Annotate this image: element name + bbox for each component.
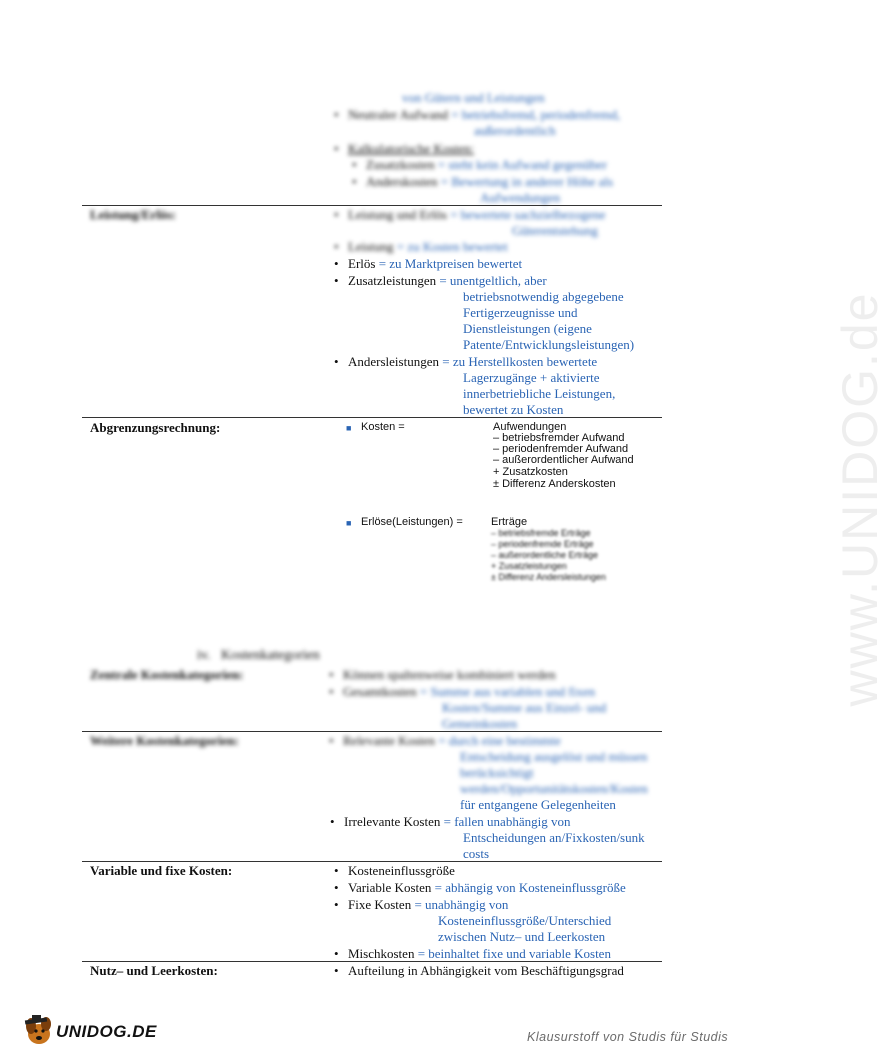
formula-line: Erträge [491, 516, 528, 528]
formula-line: – periodenfremder Aufwand [493, 443, 629, 455]
list-item-cont: Gemeinkosten [442, 716, 518, 731]
list-item-cont: costs [463, 846, 489, 861]
list-item-cont: Kosten/Summe aus Einzel- und [442, 700, 607, 715]
row-label: Variable und fixe Kosten: [90, 863, 233, 878]
table-divider [82, 205, 662, 206]
list-item: • Zusatzleistungen = unentgeltlich, aber [348, 273, 547, 289]
unidog-logo [22, 1014, 162, 1048]
square-bullet-icon: ■ [346, 423, 352, 433]
watermark: www.UNIDOG.de [832, 291, 888, 707]
list-item-cont: Fertigerzeugnisse und [463, 305, 578, 320]
list-item: • Anderskosten = Bewertung in anderer Höhe als [366, 174, 613, 190]
list-item: • Leistung und Erlös = bewertete sachzielbezogene [348, 207, 605, 223]
list-item: • Kalkulatorische Kosten: [348, 141, 474, 157]
list-item-cont: zwischen Nutz– und Leerkosten [438, 929, 606, 944]
formula-line: – periodenfremde Erträge [491, 539, 594, 549]
section-heading: iv. Kostenkategorien [197, 648, 320, 663]
list-item: • Erlös = zu Marktpreisen bewertet [348, 256, 522, 272]
list-item: • Leistung = zu Kosten bewertet [348, 239, 508, 255]
table-divider [82, 417, 662, 418]
formula-line: – außerordentlicher Aufwand [493, 454, 634, 466]
list-item: • Gesamtkosten = Summe aus variablen und fixen [343, 684, 595, 700]
list-item: • Variable Kosten = abhängig von Kosteneinflussgröße [348, 880, 626, 896]
formula-line: + Zusatzkosten [493, 466, 568, 478]
table-divider [82, 731, 662, 732]
list-item: • Kosteneinflussgröße [348, 863, 455, 879]
list-item-cont: Dienstleistungen (eigene [463, 321, 592, 336]
list-item: • Fixe Kosten = unabhängig von [348, 897, 508, 913]
list-item: • Zusatzkosten = steht kein Aufwand gegenüber [366, 157, 607, 173]
list-item-cont: für entgangene Gelegenheiten [460, 797, 616, 812]
list-item-cont: bewertet zu Kosten [463, 402, 564, 417]
list-item: • Irrelevante Kosten = fallen unabhängig von [344, 814, 570, 830]
list-item-cont: Aufwendungen [480, 190, 561, 205]
formula-line: – außerordentliche Erträge [491, 550, 599, 560]
square-bullet-icon: ■ [346, 518, 352, 528]
list-item-cont: werden/Opportunitätskosten/Kosten [460, 781, 648, 796]
row-label: Nutz– und Leerkosten: [90, 963, 218, 978]
list-item: • Aufteilung in Abhängigkeit vom Beschäftigungsgrad [348, 963, 624, 979]
top-line: von Gütern und Leistungen [402, 90, 545, 105]
list-item-cont: innerbetriebliche Leistungen, [463, 386, 616, 401]
row-label: Abgrenzungsrechnung: [90, 420, 221, 435]
list-item-cont: Lagerzugänge + aktivierte [463, 370, 600, 385]
list-item-cont: Kosteneinflussgröße/Unterschied [438, 913, 612, 928]
formula-line: + Zusatzleistungen [491, 561, 567, 571]
formula-line: – betriebsfremder Aufwand [493, 432, 625, 444]
list-item: • Können spaltenweise kombiniert werden [343, 667, 556, 683]
list-item-cont: berücksichtigt [460, 765, 534, 780]
formula-line: – betriebsfremde Erträge [491, 528, 591, 538]
list-item-cont: außerordentlich [474, 123, 556, 138]
kosten-label: Kosten = [361, 421, 405, 433]
list-item-cont: Patente/Entwicklungsleistungen) [463, 337, 635, 352]
list-item-cont: Entscheidung ausgelöst und müssen [460, 749, 648, 764]
list-item-cont: Güterentstehung [512, 223, 598, 238]
table-divider [82, 861, 662, 862]
erloese-label: Erlöse(Leistungen) = [361, 516, 463, 528]
logo-text: UNIDOG.DE [56, 1022, 157, 1041]
formula-line: Aufwendungen [493, 421, 567, 433]
list-item: • Neutraler Aufwand = betriebsfremd, periodenfremd, [348, 107, 620, 123]
list-item-cont: betriebsnotwendig abgegebene [463, 289, 624, 304]
row-label: Weitere Kostenkategorien: [90, 733, 239, 748]
table-divider [82, 961, 662, 962]
list-item: • Mischkosten = beinhaltet fixe und variable Kosten [348, 946, 611, 962]
row-label: Leistung/Erlös: [90, 207, 176, 222]
row-label: Zentrale Kostenkategorien: [90, 667, 244, 682]
list-item: • Andersleistungen = zu Herstellkosten bewertete [348, 354, 597, 370]
footer-slogan: Klausurstoff von Studis für Studis [527, 1030, 729, 1044]
list-item-cont: Entscheidungen an/Fixkosten/sunk [463, 830, 645, 845]
formula-line: ± Differenz Andersleistungen [491, 572, 606, 582]
formula-line: ± Differenz Anderskosten [493, 478, 616, 490]
list-item: • Relevante Kosten = durch eine bestimmte [343, 733, 561, 749]
